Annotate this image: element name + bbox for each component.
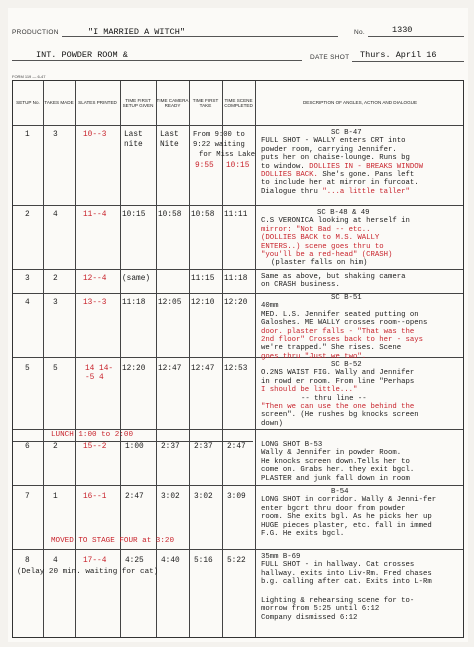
scene-number: SC B-48 & 49 <box>317 209 370 217</box>
form-number: FORM 119 — 6-47 <box>12 74 46 79</box>
setup-given: 4:25 <box>125 557 144 565</box>
description-line: door. plaster falls - "That was the <box>261 327 415 336</box>
row-rule <box>13 485 463 486</box>
setup-given: 1:00 <box>125 443 144 451</box>
scene-number: B-54 <box>331 488 349 496</box>
col-divider <box>43 81 44 637</box>
setup-given: Last <box>124 131 143 139</box>
slates-printed: 15--2 <box>83 443 107 451</box>
takes-made: 1 <box>53 493 58 501</box>
production-number: 1330 <box>392 25 413 35</box>
description-line: puts her on chaise-lounge. Runs bg <box>261 154 410 163</box>
setup-given: (same) <box>122 275 151 283</box>
col-header-setup-given: TIME FIRST SETUP GIVEN <box>122 97 154 108</box>
scene-number: SC B-51 <box>331 294 362 302</box>
description-line: down) <box>261 419 283 428</box>
slates-printed: 10--3 <box>83 131 107 139</box>
slates-printed: 12--4 <box>83 275 107 283</box>
description-line: goes thru "Just we two". <box>261 352 367 361</box>
setup-given: 10:15 <box>122 211 146 219</box>
row-rule <box>13 269 463 270</box>
takes-made: 5 <box>53 365 58 373</box>
description-line: MED. L.S. Jennifer seated putting on <box>261 310 419 319</box>
description-line: He knocks screen down.Tells her to <box>261 457 410 466</box>
setup-number: 3 <box>25 275 30 283</box>
description-line: ENTERS..) scene goes thru to <box>261 242 384 251</box>
slates-printed: 14 14--5 4 <box>85 365 114 382</box>
first-take-time: 10:58 <box>191 211 215 219</box>
col-header-setup: SETUP No. <box>16 100 40 106</box>
number-underline <box>368 36 464 37</box>
slates-printed: 13--3 <box>83 299 107 307</box>
camera-ready: 3:02 <box>161 493 180 501</box>
description-line: FULL SHOT - WALLY enters CRT into <box>261 137 406 146</box>
first-take-time: 12:47 <box>191 365 215 373</box>
description-line: I should be little..." <box>261 386 358 395</box>
row-rule <box>13 549 463 550</box>
setup-given: 2:47 <box>125 493 144 501</box>
scene-number: SC B-52 <box>331 361 362 369</box>
description-line: LONG SHOT in corridor. Wally & Jenni-fer <box>261 496 437 505</box>
moved-note: MOVED TO STAGE FOUR at 3:20 <box>51 537 175 545</box>
production-title: "I MARRIED A WITCH" <box>88 27 185 37</box>
description-line: F.G. He exits bgcl. <box>261 530 345 539</box>
description-line: Wally & Jennifer in powder Room. <box>261 449 402 458</box>
description-line: screen". (He rushes bg knocks screen <box>261 411 419 420</box>
takes-made: 4 <box>53 211 58 219</box>
description-line: O.2NS WAIST FIG. Wally and Jennifer <box>261 369 415 378</box>
setup-number: 8 <box>25 557 30 565</box>
camera-ready: 12:47 <box>158 365 182 373</box>
col-header-description: DESCRIPTION OF ANGLES, ACTION AND DIALOGUE <box>302 100 418 106</box>
takes-made: 4 <box>53 557 58 565</box>
description-line <box>261 163 461 171</box>
camera-ready: Last <box>160 131 179 139</box>
description-line: Same as above, but shaking camera <box>261 273 406 281</box>
camera-ready: 12:05 <box>158 299 182 307</box>
number-label: No. <box>354 29 366 36</box>
description-line: enter bgcrt thru door from powder <box>261 504 406 513</box>
footer-line: Company dismissed 6:12 <box>261 613 358 622</box>
camera-ready: Nite <box>160 141 179 149</box>
first-take-time: 3:02 <box>194 493 213 501</box>
setup-number: 2 <box>25 211 30 219</box>
description <box>261 441 414 483</box>
description-line: powder room, carrying Jennifer. <box>261 145 397 154</box>
description-line: PLASTER and junk fall down in room <box>261 474 410 483</box>
completed-time: 11:11 <box>224 211 248 219</box>
lunch-note: LUNCH 1:00 to 2:00 <box>51 431 134 439</box>
scene-number: SC B-47 <box>331 129 362 137</box>
completed-time: 10:15 <box>226 162 250 170</box>
completed-time: 12:20 <box>224 299 248 307</box>
production-label: PRODUCTION <box>12 29 59 36</box>
description-line: come on. Grabs her. they exit bgcl. <box>261 466 415 475</box>
description <box>261 273 406 290</box>
col-divider <box>222 81 223 637</box>
production-log-sheet <box>8 8 468 642</box>
col-divider <box>120 81 121 637</box>
camera-ready: 2:37 <box>161 443 180 451</box>
footer-line: Lighting & rehearsing scene for to- <box>261 597 415 605</box>
set-underline <box>12 60 302 61</box>
description <box>261 209 410 268</box>
description-line: in rowd er room. From line "Perhaps <box>261 377 415 386</box>
completed-time: 5:22 <box>227 557 246 565</box>
completed-time: 12:53 <box>224 365 248 373</box>
setup-number: 1 <box>25 131 30 139</box>
description-line: b.g. calling after cat. Exits into L-Rm <box>261 578 432 587</box>
first-take-note: for Miss Lake <box>199 151 256 159</box>
col-divider <box>75 81 76 637</box>
slates-printed: 11--4 <box>83 211 107 219</box>
first-take-time: 5:16 <box>194 557 213 565</box>
setup-given: nite <box>124 141 143 149</box>
setup-given: 12:20 <box>122 365 146 373</box>
footer-line: morrow from 5:25 until 6:12 <box>261 605 380 614</box>
slates-printed: 17--4 <box>83 557 107 565</box>
description-line: room. She exits bgl. As he picks her up <box>261 513 432 522</box>
description <box>261 488 436 538</box>
completed-time: 3:09 <box>227 493 246 501</box>
col-header-completed: TIME SCENE COMPLETED <box>224 97 253 108</box>
description-line: "you'll be a red-head" (CRASH) <box>261 251 393 260</box>
col-divider <box>255 81 256 637</box>
description-line: mirror: "Not Bad -- etc.. <box>261 225 371 234</box>
setup-number: 4 <box>25 299 30 307</box>
setup-number: 7 <box>25 493 30 501</box>
description-line: HUGE pieces plaster, etc. fall in immed <box>261 521 432 530</box>
description-line: on CRASH business. <box>261 281 340 290</box>
takes-made: 2 <box>53 443 58 451</box>
camera-ready: 10:58 <box>158 211 182 219</box>
col-header-first-take: TIME FIRST TAKE <box>192 97 219 108</box>
lunch-rule <box>13 441 253 442</box>
description-line <box>261 188 461 196</box>
description <box>261 294 427 361</box>
description-line: 40mm <box>261 302 279 311</box>
description-text-red: "...a little taller" <box>322 187 410 196</box>
description <box>261 361 419 428</box>
setup-number: 5 <box>25 365 30 373</box>
description-line: LONG SHOT B-53 <box>261 441 323 449</box>
first-take-time: 2:37 <box>194 443 213 451</box>
takes-made: 3 <box>53 299 58 307</box>
date-shot-label: DATE SHOT <box>310 54 350 61</box>
first-take-note: From 9:00 to <box>193 131 245 139</box>
set-name: INT. POWDER ROOM & <box>36 50 128 60</box>
description-line: we're trapped." She rises. Scene <box>261 344 402 353</box>
description-line: "Then we can use the one behind the <box>261 403 415 412</box>
delay-note: (Delay 20 min. waiting for cat) <box>17 568 159 576</box>
description-line: Galoshes. ME WALLY crosses room--opens <box>261 319 428 328</box>
description-text: to window. <box>261 162 310 171</box>
first-take-time: 9:55 <box>195 162 214 170</box>
description-line: to include her at mirror in furcoat. <box>261 179 419 188</box>
description-line: FULL SHOT - in hallway. Cat crosses <box>261 561 415 570</box>
header-rule <box>13 125 463 126</box>
slates-printed: 16--1 <box>83 493 107 501</box>
completed-time: 2:47 <box>227 443 246 451</box>
description <box>261 553 432 587</box>
row-rule <box>13 429 463 430</box>
col-header-camera-ready: TIME CAMERA READY <box>156 97 189 108</box>
first-take-note: 9:22 waiting <box>193 141 245 149</box>
row-rule <box>13 205 463 206</box>
description-line: (plaster falls on him) <box>271 259 368 268</box>
setup-number: 6 <box>25 443 30 451</box>
log-table <box>12 80 464 638</box>
takes-made: 3 <box>53 131 58 139</box>
description-text: She's gone. Pans left <box>322 171 415 180</box>
description-text-red: DOLLIES BACK. <box>261 171 318 180</box>
camera-ready: 4:40 <box>161 557 180 565</box>
end-of-day-notes <box>261 597 414 622</box>
takes-made: 2 <box>53 275 58 283</box>
description-line: hallway. exits into Liv-Rm. Fred chases <box>261 569 432 578</box>
description-text-red: DOLLIES IN - BREAKS WINDOW <box>309 162 424 171</box>
col-header-takes: TAKES MADE <box>44 100 74 106</box>
description-line <box>261 171 461 179</box>
first-take-time: 12:10 <box>191 299 215 307</box>
first-take-time: 11:15 <box>191 275 215 283</box>
description-line: 35mm B-69 <box>261 553 301 561</box>
description-line: 2nd floor" Crosses back to her - says <box>261 336 424 345</box>
description-line: C.S VERONICA looking at herself in <box>261 217 410 226</box>
col-divider <box>156 81 157 637</box>
date-shot-value: Thurs. April 16 <box>360 50 437 60</box>
description-line: (DOLLIES BACK to M.S. WALLY <box>261 234 380 243</box>
description-line: -- thru line -- <box>301 394 367 403</box>
col-divider <box>189 81 190 637</box>
date-underline <box>352 61 464 62</box>
description <box>261 129 461 196</box>
description-text: Dialogue thru <box>261 187 323 196</box>
col-header-slates: SLATES PRINTED <box>78 100 117 106</box>
completed-time: 11:18 <box>224 275 248 283</box>
setup-given: 11:18 <box>122 299 146 307</box>
